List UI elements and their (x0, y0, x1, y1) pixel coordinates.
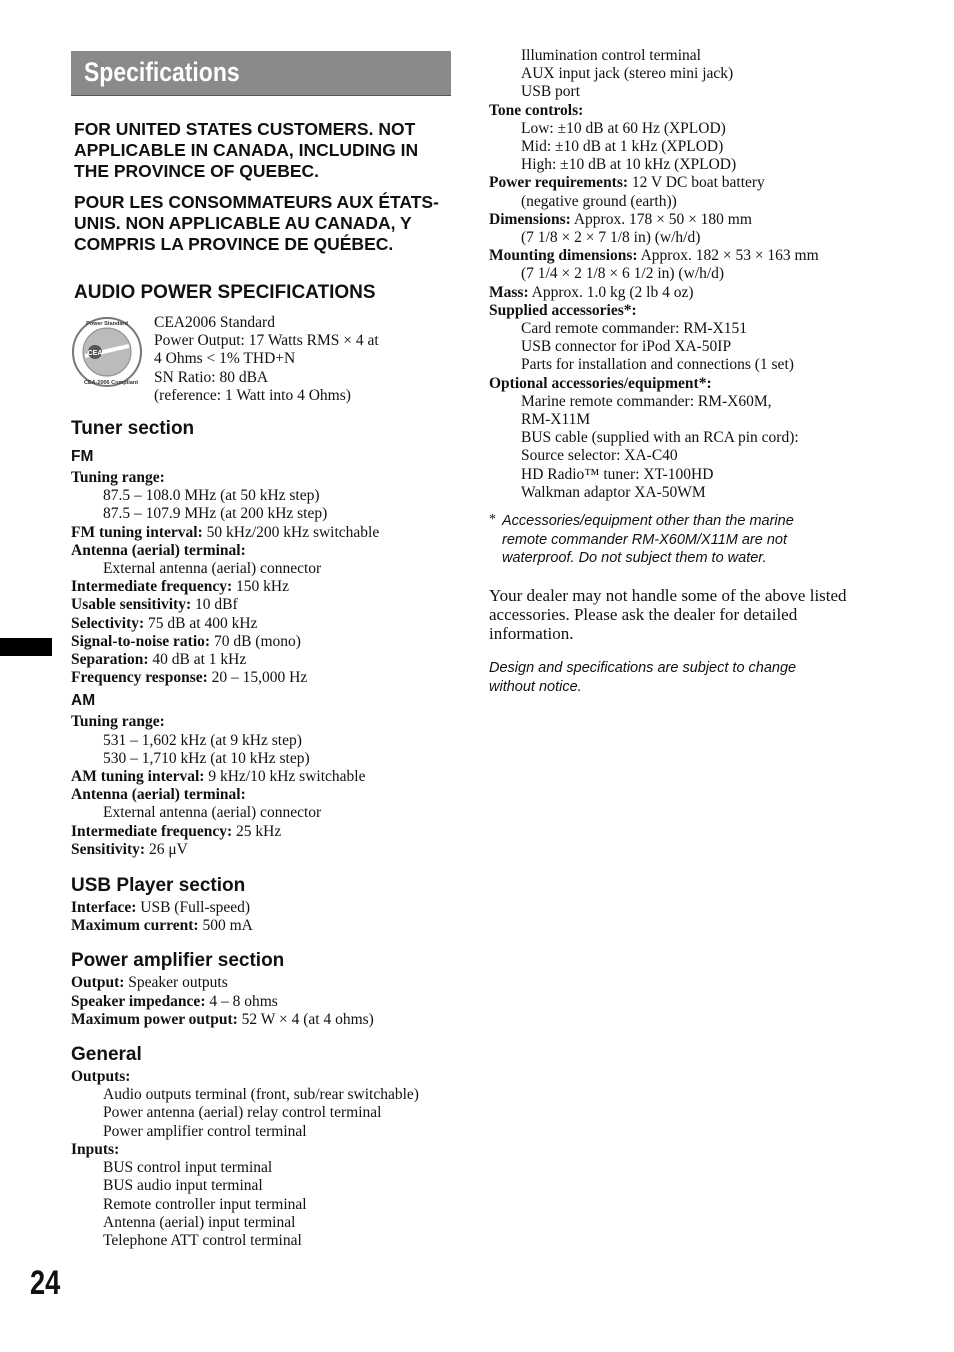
am-interval-value: 9 kHz/10 kHz switchable (204, 768, 366, 786)
inputs-item: Antenna (aerial) input terminal (103, 1213, 296, 1231)
supplied-item: USB connector for iPod XA-50IP (521, 338, 732, 356)
power-req-label: Power requirements: (489, 174, 629, 192)
am-tuning-range-1: 531 – 1,602 kHz (at 9 kHz step) (103, 731, 302, 749)
footnote-line: remote commander RM-X60M/X11M are not (502, 531, 788, 548)
power-req-value: 12 V DC boat battery (628, 174, 765, 192)
mounting-label: Mounting dimensions: (489, 247, 638, 265)
optional-item: Walkman adaptor XA-50WM (521, 483, 706, 501)
change-note-line: without notice. (489, 679, 582, 696)
dimensions-inch: (7 1/8 × 2 × 7 1/8 in) (w/h/d) (521, 229, 701, 247)
am-tuning-range-2: 530 – 1,710 kHz (at 10 kHz step) (103, 749, 310, 767)
page-title: Specifications (84, 57, 240, 87)
change-note (489, 659, 889, 697)
fm-tuning-range-1: 87.5 – 108.0 MHz (at 50 kHz step) (103, 487, 320, 505)
inputs-label: Inputs: (71, 1140, 120, 1158)
svg-text:Power Standard: Power Standard (86, 321, 128, 327)
amp-heading: Power amplifier section (71, 950, 285, 972)
svg-text:CEA-2006 Compliant: CEA-2006 Compliant (83, 380, 139, 386)
am-sens-value: 26 μV (145, 840, 188, 858)
change-note-line: Design and specifications are subject to change (489, 660, 797, 677)
amp-max-label: Maximum power output: (71, 1010, 238, 1028)
usb-current-label: Maximum current: (71, 917, 199, 935)
am-antenna-label: Antenna (aerial) terminal: (71, 786, 246, 804)
optional-item: BUS cable (supplied with an RCA pin cord): (521, 429, 799, 447)
supplied-label: Supplied accessories (489, 301, 624, 319)
footnote (489, 512, 889, 568)
usb-interface-value: USB (Full-speed) (136, 899, 251, 917)
usb-current-value: 500 mA (198, 917, 253, 935)
cea-line: SN Ratio: 80 dBA (154, 368, 269, 386)
audio-power-heading: AUDIO POWER SPECIFICATIONS (74, 282, 376, 303)
footnote-line: Accessories/equipment other than the marine (502, 513, 794, 530)
amp-impedance-label: Speaker impedance: (71, 992, 206, 1010)
amp-max-value: 52 W × 4 (at 4 ohms) (237, 1010, 374, 1028)
am-sens-label: Sensitivity: (71, 840, 146, 858)
cea-line: CEA2006 Standard (154, 314, 275, 331)
tone-item: High: ±10 dB at 10 kHz (XPLOD) (521, 156, 737, 174)
tone-item: Low: ±10 dB at 60 Hz (XPLOD) (521, 119, 726, 137)
optional-item: HD Radio™ tuner: XT-100HD (521, 465, 714, 483)
usb-interface-label: Interface: (71, 899, 137, 917)
optional-item: RM-X11M (521, 411, 591, 429)
right-column (489, 47, 889, 697)
svg-text:CEA: CEA (87, 350, 103, 357)
inputs-item: USB port (521, 83, 580, 101)
footnote-line: waterproof. Do not subject them to water. (502, 550, 767, 567)
inputs-item: AUX input jack (stereo mini jack) (521, 65, 734, 83)
outputs-label: Outputs: (71, 1068, 131, 1086)
fm-sens-value: 10 dBf (191, 596, 238, 614)
dealer-note: Your dealer may not handle some of the above listed accessories. Please ask the dealer for detailed information. (489, 585, 847, 644)
fm-if-label: Intermediate frequency: (71, 578, 233, 596)
cea-line: Power Output: 17 Watts RMS × 4 at (154, 332, 379, 350)
optional-item: Marine remote commander: RM-X60M, (521, 392, 772, 410)
power-req-value-2: (negative ground (earth)) (521, 192, 677, 210)
optional-item: Source selector: XA-C40 (521, 447, 678, 465)
footnote-mark: * (489, 512, 496, 528)
fm-sep-label: Separation: (71, 651, 149, 669)
fm-antenna-label: Antenna (aerial) terminal: (71, 541, 246, 559)
usb-heading: USB Player section (71, 875, 246, 897)
fm-antenna-value: External antenna (aerial) connector (103, 560, 322, 578)
inputs-item: BUS audio input terminal (103, 1177, 263, 1195)
fm-freq-label: Frequency response: (71, 669, 208, 687)
dimensions-value: Approx. 178 × 50 × 180 mm (570, 210, 752, 228)
am-tuning-range-label: Tuning range: (71, 713, 165, 731)
inputs-item: Remote controller input terminal (103, 1195, 307, 1213)
cea-text (154, 314, 379, 405)
optional-star: *: (698, 374, 712, 392)
fm-if-value: 150 kHz (232, 578, 289, 596)
fm-sep-value: 40 dB at 1 kHz (148, 651, 247, 669)
fm-heading: FM (71, 448, 94, 465)
fm-sel-label: Selectivity: (71, 614, 145, 632)
cea-compliant-logo-icon (71, 316, 143, 388)
am-if-value: 25 kHz (232, 822, 282, 840)
fm-interval-label: FM tuning interval: (71, 523, 203, 541)
fm-tuning-range-label: Tuning range: (71, 469, 165, 486)
supplied-item: Parts for installation and connections (1 set) (521, 356, 794, 374)
am-heading: AM (71, 692, 96, 710)
notice-english: FOR UNITED STATES CUSTOMERS. NOT APPLICABLE IN CANADA, INCLUDING IN THE PROVINCE OF QUEBEC. (74, 119, 419, 181)
mounting-inch: (7 1/4 × 2 1/8 × 6 1/2 in) (w/h/d) (521, 265, 725, 283)
general-heading: General (71, 1044, 142, 1066)
cea-line: (reference: 1 Watt into 4 Ohms) (154, 386, 351, 404)
section-tab-marker (0, 638, 52, 656)
fm-snr-label: Signal-to-noise ratio: (71, 632, 211, 650)
left-column (71, 51, 456, 1250)
title-bar (71, 51, 451, 96)
fm-freq-value: 20 – 15,000 Hz (207, 669, 308, 687)
amp-impedance-value: 4 – 8 ohms (205, 992, 278, 1010)
am-interval-label: AM tuning interval: (71, 768, 205, 786)
fm-sel-value: 75 dB at 400 kHz (144, 614, 258, 632)
tone-item: Mid: ±10 dB at 1 kHz (XPLOD) (521, 138, 724, 156)
notice-french: POUR LES CONSOMMATEURS AUX ÉTATS-UNIS. NON APPLICABLE AU CANADA, Y COMPRIS LA PROVINCE DE QUÉBEC. (74, 192, 439, 254)
outputs-item: Power antenna (aerial) relay control terminal (103, 1104, 382, 1122)
fm-snr-value: 70 dB (mono) (210, 632, 301, 650)
supplied-star: *: (623, 301, 637, 319)
inputs-item: Illumination control terminal (521, 47, 701, 64)
fm-sens-label: Usable sensitivity: (71, 596, 192, 614)
mass-label: Mass: (489, 283, 529, 301)
optional-label: Optional accessories/equipment (489, 374, 699, 392)
mass-value: Approx. 1.0 kg (2 lb 4 oz) (528, 283, 694, 301)
page-number: 24 (30, 1264, 61, 1302)
dimensions-label: Dimensions: (489, 210, 571, 228)
mounting-value: Approx. 182 × 53 × 163 mm (637, 247, 819, 265)
amp-output-value: Speaker outputs (124, 974, 228, 992)
tone-label: Tone controls: (489, 101, 584, 119)
fm-interval-value: 50 kHz/200 kHz switchable (202, 523, 380, 541)
am-if-label: Intermediate frequency: (71, 822, 233, 840)
tuner-heading: Tuner section (71, 418, 195, 439)
supplied-item: Card remote commander: RM-X151 (521, 320, 747, 338)
fm-tuning-range-2: 87.5 – 107.9 MHz (at 200 kHz step) (103, 505, 328, 523)
cea-line: 4 Ohms < 1% THD+N (154, 350, 296, 368)
inputs-item: Telephone ATT control terminal (103, 1231, 302, 1249)
outputs-item: Audio outputs terminal (front, sub/rear switchable) (103, 1086, 419, 1104)
cea-block (71, 314, 456, 406)
inputs-item: BUS control input terminal (103, 1159, 273, 1177)
outputs-item: Power amplifier control terminal (103, 1122, 307, 1140)
am-antenna-value: External antenna (aerial) connector (103, 804, 322, 822)
amp-output-label: Output: (71, 974, 125, 992)
